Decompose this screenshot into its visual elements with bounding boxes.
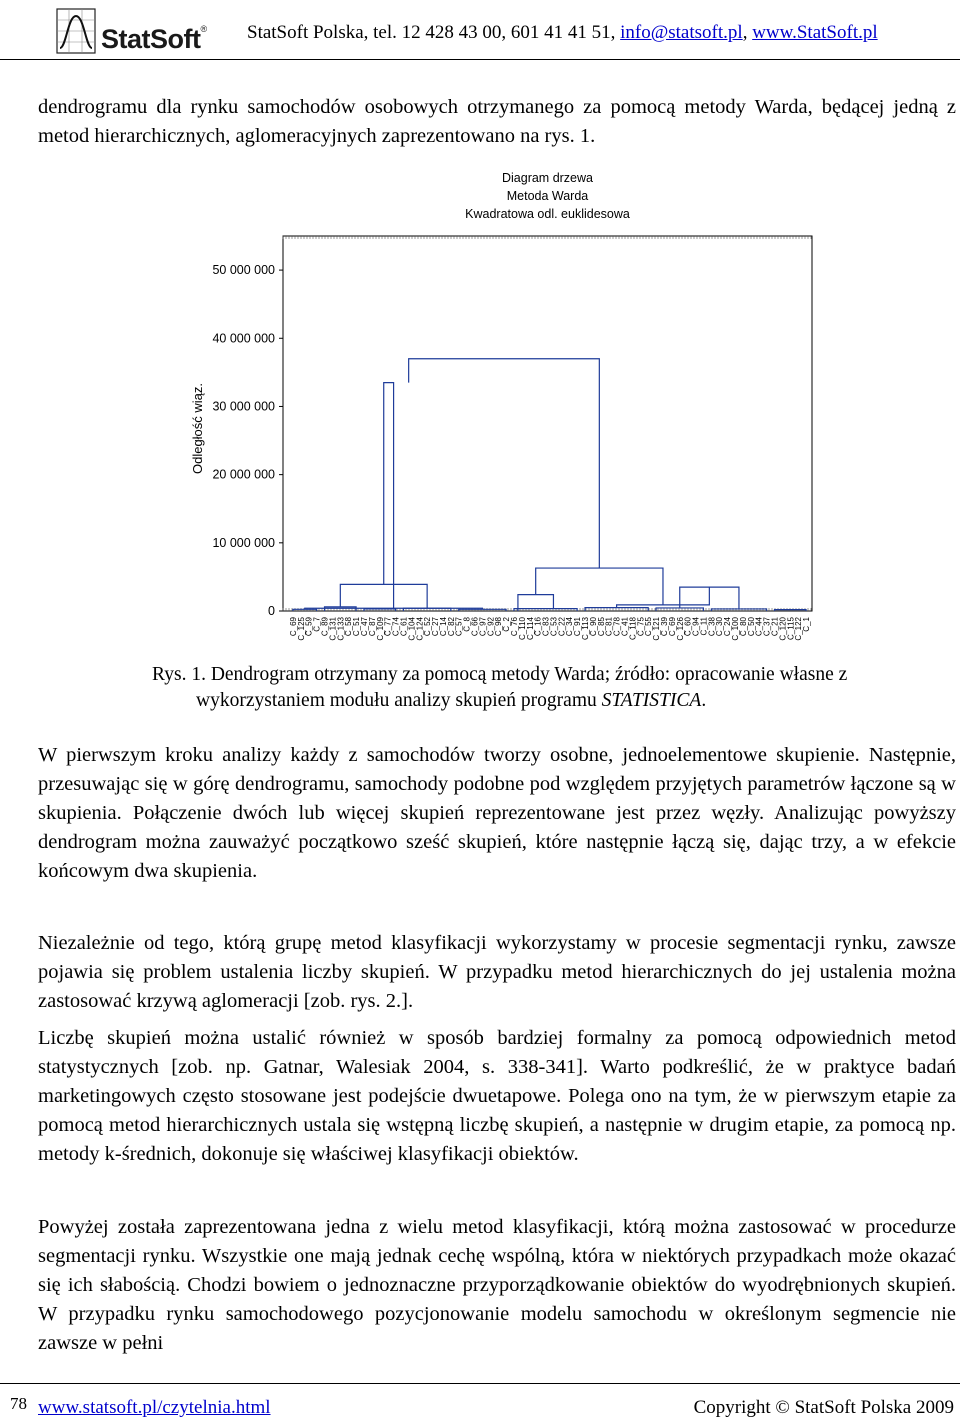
paragraph-3: Liczbę skupień można ustalić również w sposób bardziej formalny za pomocą odpowiednich metod statystycznych [zob. np. Gatnar, Walesiak 2004, s. 338-341]. Warto podkreślić, że w praktyce badań marketingowych często stosowane jest podejście dwuetapowe. Polega ono na tym, że w pierwszym etapie za pomocą metod hierarchicznych ustala się wstępną liczbę skupień, a następnie w drugim etapie, za pomocą np. metody k-średnich, dokonuje się właściwej klasyfikacji obiektów.	[38, 1027, 956, 1165]
caption-program: STATISTICA	[601, 690, 702, 711]
logo-chart-icon	[56, 8, 96, 54]
leaf-label: C_8	[462, 617, 472, 632]
dendrogram-link	[325, 607, 357, 611]
leaf-label: C_120	[778, 617, 788, 641]
leaf-label: C_58	[344, 617, 354, 637]
contact-separator: ,	[742, 22, 753, 43]
leaf-label: C_69	[667, 617, 677, 637]
leaf-label: C_104	[407, 617, 417, 641]
leaf-label: C_97	[478, 617, 488, 637]
leaf-label: C_115	[786, 617, 796, 640]
logo-wordmark: StatSoft®	[101, 24, 207, 54]
y-axis-label: Odległość wiąz.	[190, 382, 205, 475]
leaf-label: C_114	[525, 617, 535, 640]
leaf-label: C_24	[723, 617, 733, 637]
plot-frame	[283, 236, 812, 611]
page-number: 78	[10, 1394, 27, 1413]
leaf-label: C_90	[588, 617, 598, 637]
caption-suffix: .	[701, 690, 707, 711]
dendrogram-link	[384, 383, 394, 609]
leaf-label: C_89	[320, 617, 330, 637]
leaf-label: C_27	[431, 617, 441, 637]
leaf-label: C_47	[359, 617, 369, 637]
leaf-label: C_16	[533, 617, 543, 637]
header-contact	[247, 22, 878, 44]
leaf-label: C_83	[541, 617, 551, 637]
paragraph-1: W pierwszym kroku analizy każdy z samochodów tworzy osobne, jednoelementowe skupienie. Następnie, przesuwając się w górę dendrogramu, samochody podobne pod względem przyjętych parametrów łączone są w skupienia. Połączenie dwóch lub więcej skupień reprezentowane jest przez węzły. Analizując powyższy dendrogram można zauważyć początkowo sześć skupień, które następnie łączą się, dając trzy, a w efekcie końcowym dwa skupienia.	[38, 744, 956, 882]
leaf-label: C_52	[423, 617, 433, 637]
y-tick-label: 40 000 000	[212, 331, 275, 346]
leaf-label: C_34	[565, 617, 575, 637]
header-divider	[0, 59, 960, 60]
statsoft-logo[interactable]	[56, 6, 231, 56]
leaf-label: C_14	[438, 617, 448, 637]
leaf-label: C_91	[573, 617, 583, 637]
leaf-label: C_69	[288, 617, 298, 637]
leaf-label: C_113	[581, 617, 591, 640]
leaf-label: C_1	[802, 617, 812, 632]
footer-link[interactable]: www.statsoft.pl/czytelnia.html	[38, 1397, 271, 1418]
leaf-label: C_41	[620, 617, 630, 637]
website-link[interactable]: www.StatSoft.pl	[752, 22, 878, 43]
leaf-label: C_7	[312, 617, 322, 632]
leaf-label: C_21	[770, 617, 780, 637]
leaf-label: C_2	[502, 617, 512, 632]
leaf-label: C_80	[738, 617, 748, 637]
leaf-label: C_22	[557, 617, 567, 637]
dendrogram-link	[536, 568, 663, 605]
paragraph-4: Powyżej została zaprezentowana jedna z wielu metod klasyfikacji, którą można zastosować w procedurze segmentacji rynku. Wszystkie one mają jednak cechę wspólną, która w niektórych przypadkach może okazać się ich słabością. Chodzi bowiem o jednoznaczne przyporządkowanie obiektów do wyodrębnionych skupień. W przypadku rynku samochodowego pozycjonowanie modelu samochodu w określonym segmencie nie zawsze w pełni	[38, 1216, 956, 1354]
leaf-label: C_76	[509, 617, 519, 637]
leaf-label: C_98	[494, 617, 504, 637]
y-tick-label: 50 000 000	[212, 263, 275, 278]
contact-text: StatSoft Polska, tel. 12 428 43 00, 601 41 41 51,	[247, 22, 621, 43]
leaf-label: C_77	[383, 617, 393, 637]
chart-title-line: Metoda Warda	[506, 189, 589, 203]
leaf-label: C_75	[636, 617, 646, 637]
leaf-label: C_81	[604, 617, 614, 637]
y-tick-label: 20 000 000	[212, 467, 275, 482]
leaf-label: C_100	[731, 617, 741, 641]
leaf-label: C_109	[375, 617, 385, 641]
footer-divider	[0, 1383, 960, 1384]
dendrogram-link	[409, 359, 600, 568]
leaf-label: C_44	[754, 617, 764, 637]
leaf-label: C_92	[486, 617, 496, 637]
leaf-label: C_78	[612, 617, 622, 637]
y-tick-label: 30 000 000	[212, 399, 275, 414]
dendrogram-link	[340, 584, 427, 608]
leaf-label: C_74	[391, 617, 401, 637]
leaf-label: C_30	[715, 617, 725, 637]
dendrogram-link	[585, 608, 648, 611]
leaf-label: C_82	[446, 617, 456, 637]
leaf-label: C_131	[328, 617, 338, 641]
leaf-label: C_133	[336, 617, 346, 641]
y-tick-label: 0	[268, 604, 275, 618]
leaf-label: C_61	[399, 617, 409, 637]
leaf-label: C_124	[415, 617, 425, 641]
leaf-label: C_51	[352, 617, 362, 637]
leaf-label: C_50	[746, 617, 756, 637]
dendrogram-links	[293, 359, 806, 611]
leaf-label: C_57	[454, 617, 464, 637]
leaf-label: C_85	[596, 617, 606, 637]
paragraph-2: Niezależnie od tego, którą grupę metod klasyfikacji wykorzystamy w procesie segmentacji rynku, zawsze pojawia się problem ustalenia liczby skupień. W przypadku metod hierarchicznych do jej ustalenia można zastosować krzywą aglomeracji [zob. rys. 2.].	[38, 932, 956, 1012]
leaf-label: C_11	[699, 617, 709, 636]
leaf-label: C_37	[762, 617, 772, 637]
leaf-label: C_87	[367, 617, 377, 637]
figure-caption	[152, 662, 956, 714]
dendrogram-chart	[180, 160, 820, 650]
leaf-label: C_39	[659, 617, 669, 637]
leaf-label: C_53	[549, 617, 559, 637]
frame-ticks	[283, 236, 811, 611]
leaf-label: C_122	[794, 617, 804, 641]
footer-copyright: Copyright © StatSoft Polska 2009	[693, 1397, 954, 1418]
y-tick-label: 10 000 000	[212, 535, 275, 550]
leaf-label: C_118	[628, 617, 638, 640]
leaf-label: C_59	[304, 617, 314, 637]
leaf-label: C_55	[644, 617, 654, 637]
leaf-label: C_110	[517, 617, 527, 640]
chart-title-line: Diagram drzewa	[501, 171, 594, 185]
chart-title-line: Kwadratowa odl. euklidesowa	[465, 207, 630, 221]
leaf-label: C_38	[707, 617, 717, 637]
leaf-label: C_125	[296, 617, 306, 641]
leaf-label: C_126	[675, 617, 685, 641]
leaf-label: C_60	[683, 617, 693, 637]
leaf-label: C_121	[652, 617, 662, 641]
leaf-label: C_94	[691, 617, 701, 637]
intro-paragraph: dendrogramu dla rynku samochodów osobowych otrzymanego za pomocą metody Warda, będącej jedną z metod hierarchicznych, aglomeracyjnych zaprezentowano na rys. 1.	[38, 96, 956, 147]
caption-text: Rys. 1. Dendrogram otrzymany za pomocą metody Warda; źródło: opracowanie własne z wykorzystaniem modułu analizy skupień programu	[152, 664, 848, 711]
leaf-label: C_66	[470, 617, 480, 637]
page-header	[0, 0, 960, 60]
email-link[interactable]: info@statsoft.pl	[620, 22, 743, 43]
